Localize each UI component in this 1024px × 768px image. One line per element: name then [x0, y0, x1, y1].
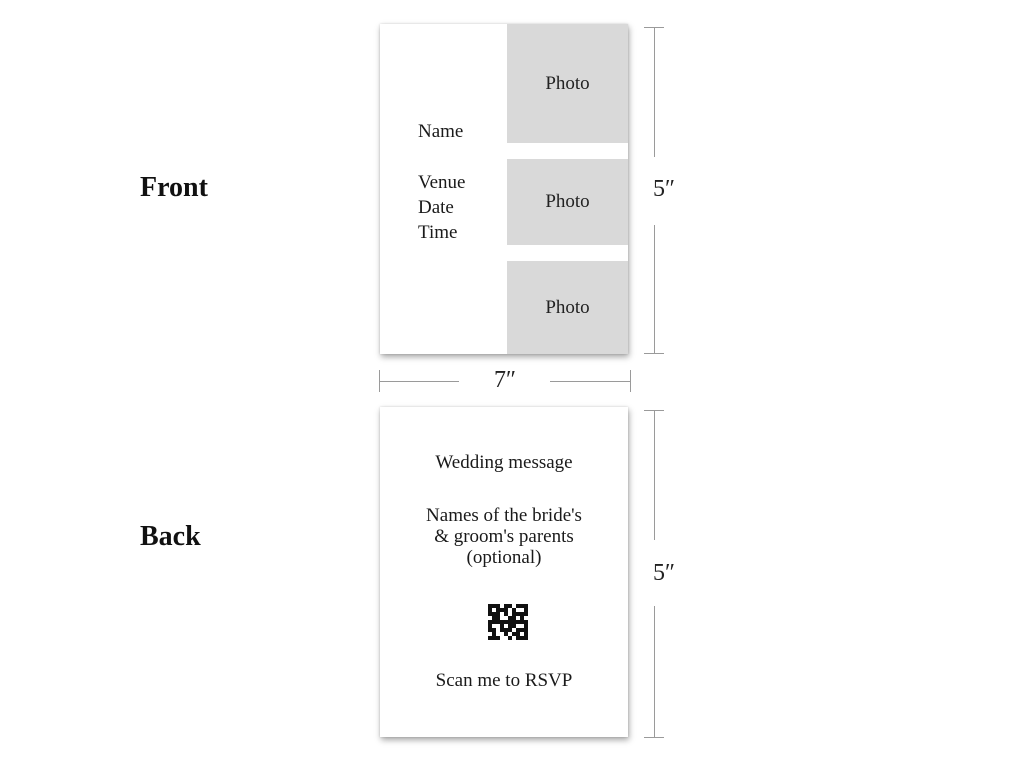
- back-height-tick-bottom: [644, 737, 664, 738]
- photo-label: Photo: [545, 191, 590, 212]
- width-line-left: [379, 381, 459, 382]
- photo-placeholder-1: [507, 24, 628, 143]
- front-label: Front: [140, 172, 208, 203]
- back-height-line-lower: [654, 606, 655, 737]
- photo-placeholder-3: [507, 261, 628, 354]
- back-card: [380, 407, 628, 737]
- width-line-right: [550, 381, 630, 382]
- photo-label: Photo: [545, 72, 590, 94]
- parents-line-2: & groom's parents: [434, 526, 574, 547]
- width-label: 7″: [494, 367, 516, 393]
- front-height-label: 5″: [653, 176, 675, 202]
- parents-line-3: (optional): [466, 547, 542, 568]
- wedding-message-text: Wedding message: [435, 452, 573, 473]
- back-height-label: 5″: [653, 560, 675, 586]
- back-label: Back: [140, 521, 201, 552]
- front-height-tick-bottom: [644, 353, 664, 354]
- parents-line-1: Names of the bride's: [426, 505, 582, 526]
- qr-code-icon: [488, 604, 528, 640]
- photo-label: Photo: [545, 296, 590, 318]
- width-tick-right: [630, 370, 631, 392]
- front-date-text: Date: [418, 197, 454, 218]
- back-height-line-upper: [654, 410, 655, 540]
- front-height-line-lower: [654, 225, 655, 354]
- photo-placeholder-2: [507, 159, 628, 245]
- front-venue-text: Venue: [418, 172, 466, 193]
- front-height-line-upper: [654, 27, 655, 157]
- front-card: [380, 24, 628, 354]
- front-time-text: Time: [418, 222, 458, 243]
- scan-rsvp-text: Scan me to RSVP: [435, 670, 573, 691]
- front-name-text: Name: [418, 121, 464, 142]
